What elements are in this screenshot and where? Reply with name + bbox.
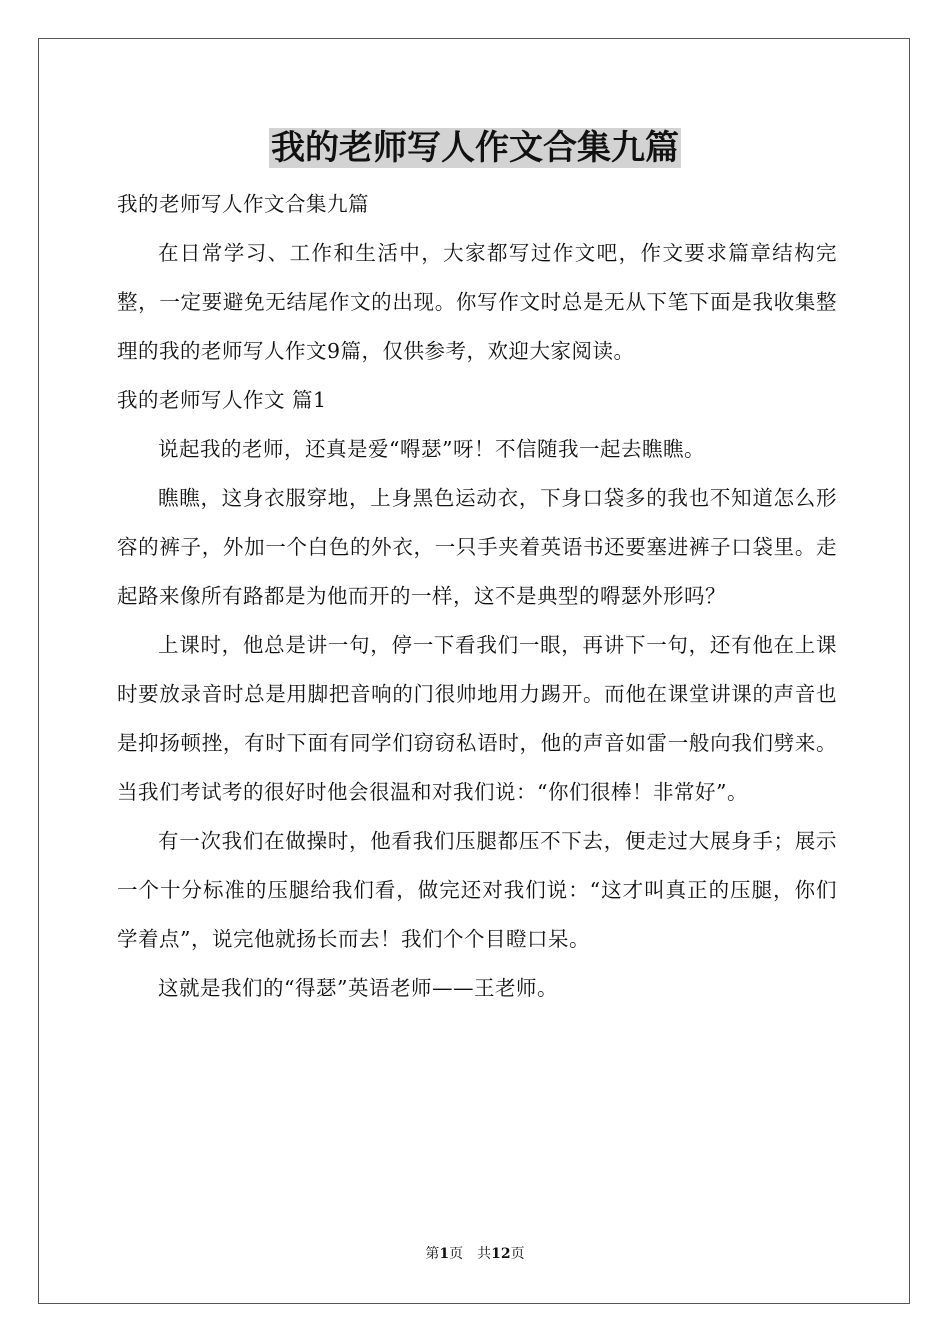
intro-paragraph: 在日常学习、工作和生活中，大家都写过作文吧，作文要求篇章结构完整，一定要避免无结尾作文的出现。你写作文时总是无从下笔下面是我收集整理的我的老师写人作文9篇，仅供参考，欢迎大家阅读。 xyxy=(117,241,837,363)
document-title xyxy=(0,124,950,172)
body-paragraph: 这就是我们的“得瑟”英语老师——王老师。 xyxy=(158,976,558,1000)
document-subtitle: 我的老师写人作文合集九篇 xyxy=(117,192,369,216)
document-title-text: 我的老师写人作文合集九篇 xyxy=(271,128,679,168)
page-mid: 页 共 xyxy=(449,1246,492,1262)
page-prefix: 第 xyxy=(425,1246,440,1262)
page-footer xyxy=(0,1244,950,1264)
body-paragraph: 上课时，他总是讲一句，停一下看我们一眼，再讲下一句，还有他在上课时要放录音时总是用脚把音响的门很帅地用力踢开。而他在课堂讲课的声音也是抑扬顿挫，有时下面有同学们窃窃私语时，他的声音如雷一般向我们劈来。当我们考试考的很好时他会很温和对我们说：“你们很棒！非常好”。 xyxy=(117,633,837,804)
page-suffix: 页 xyxy=(510,1246,525,1262)
document-body xyxy=(117,180,837,1013)
section-heading: 我的老师写人作文 篇1 xyxy=(117,388,327,412)
page-total-number: 12 xyxy=(491,1246,511,1262)
page-current-number: 1 xyxy=(439,1246,450,1262)
body-paragraph: 有一次我们在做操时，他看我们压腿都压不下去，便走过大展身手；展示一个十分标准的压腿给我们看，做完还对我们说：“这才叫真正的压腿，你们学着点”，说完他就扬长而去！我们个个目瞪口呆。 xyxy=(117,829,837,951)
body-paragraph: 说起我的老师，还真是爱“嘚瑟”呀！不信随我一起去瞧瞧。 xyxy=(158,437,705,461)
body-paragraph: 瞧瞧，这身衣服穿地，上身黑色运动衣，下身口袋多的我也不知道怎么形容的裤子，外加一个白色的外衣，一只手夹着英语书还要塞进裤子口袋里。走起路来像所有路都是为他而开的一样，这不是典型的嘚瑟外形吗？ xyxy=(117,486,837,608)
